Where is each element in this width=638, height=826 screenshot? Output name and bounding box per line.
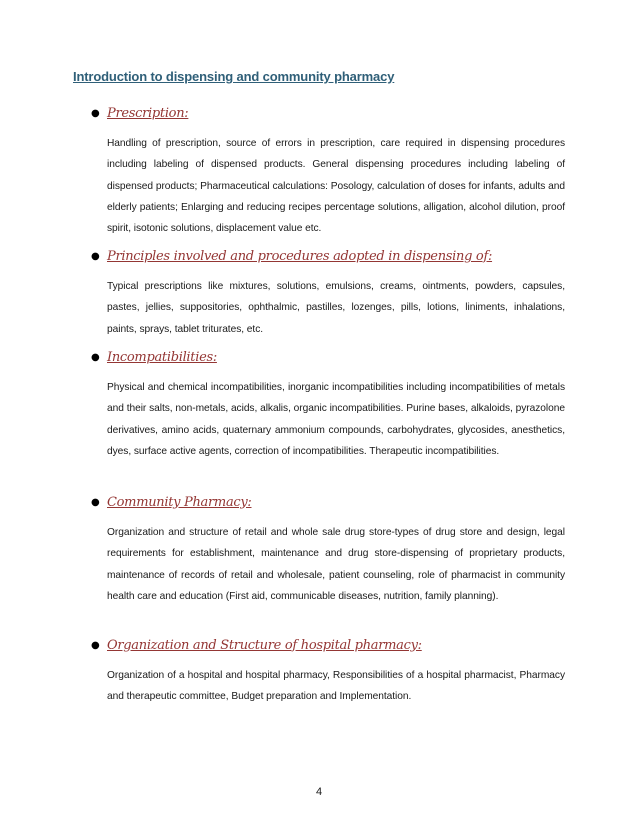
bullet-icon: ●: [91, 640, 100, 651]
section-body: Organization and structure of retail and whole sale drug store-types of drug store and design, legal requirements for establishment, maintenance and drug store-dispensing of proprietary products, maintenance of records of retail and wholesale, patient counseling, role of pharmacist in community health care and education (First aid, communicable diseases, nutrition, family planning).: [107, 527, 565, 602]
document-heading: Introduction to dispensing and community pharmacy: [73, 69, 395, 84]
bullet-icon: ●: [91, 251, 100, 262]
section-body: Handling of prescription, source of errors in prescription, care required in dispensing procedures including labeling of dispensed products. General dispensing procedures including labeling of dispensed products; Pharmaceutical calculations: Posology, calculation of doses for infants, adults and elderly patients; Enlarging and reducing recipes percentage solutions, alligation, alcohol dilution, proof spirit, isotonic solutions, displacement value etc.: [107, 138, 565, 235]
section-body: Typical prescriptions like mixtures, solutions, emulsions, creams, ointments, powders, capsules, pastes, jellies, suppositories, ophthalmic, pastilles, lozenges, pills, lotions, liniments, inhalations, paints, sprays, tablet triturates, etc.: [107, 281, 565, 335]
bullet-icon: ●: [91, 497, 100, 508]
section-title: Community Pharmacy:: [107, 495, 252, 510]
section-title: Prescription:: [107, 106, 189, 121]
bullet-icon: ●: [91, 108, 100, 119]
bullet-icon: ●: [91, 352, 100, 363]
page-number: 4: [315, 786, 323, 798]
section-body: Physical and chemical incompatibilities, inorganic incompatibilities including incompatibilities of metals and their salts, non-metals, acids, alkalis, organic incompatibilities. Purine bases, alkaloids, pyrazolone derivatives, amino acids, quaternary ammonium compounds, carbohydrates, glycosides, anesthetics, dyes, surface active agents, correction of incompatibilities. Therapeutic incompatibilities.: [107, 382, 565, 457]
section-title: Incompatibilities:: [107, 350, 217, 365]
section-title: Principles involved and procedures adopted in dispensing of:: [107, 249, 493, 264]
section-title: Organization and Structure of hospital pharmacy:: [107, 638, 422, 653]
section-body: Organization of a hospital and hospital pharmacy, Responsibilities of a hospital pharmacist, Pharmacy and therapeutic committee, Budget preparation and Implementation.: [107, 670, 565, 703]
